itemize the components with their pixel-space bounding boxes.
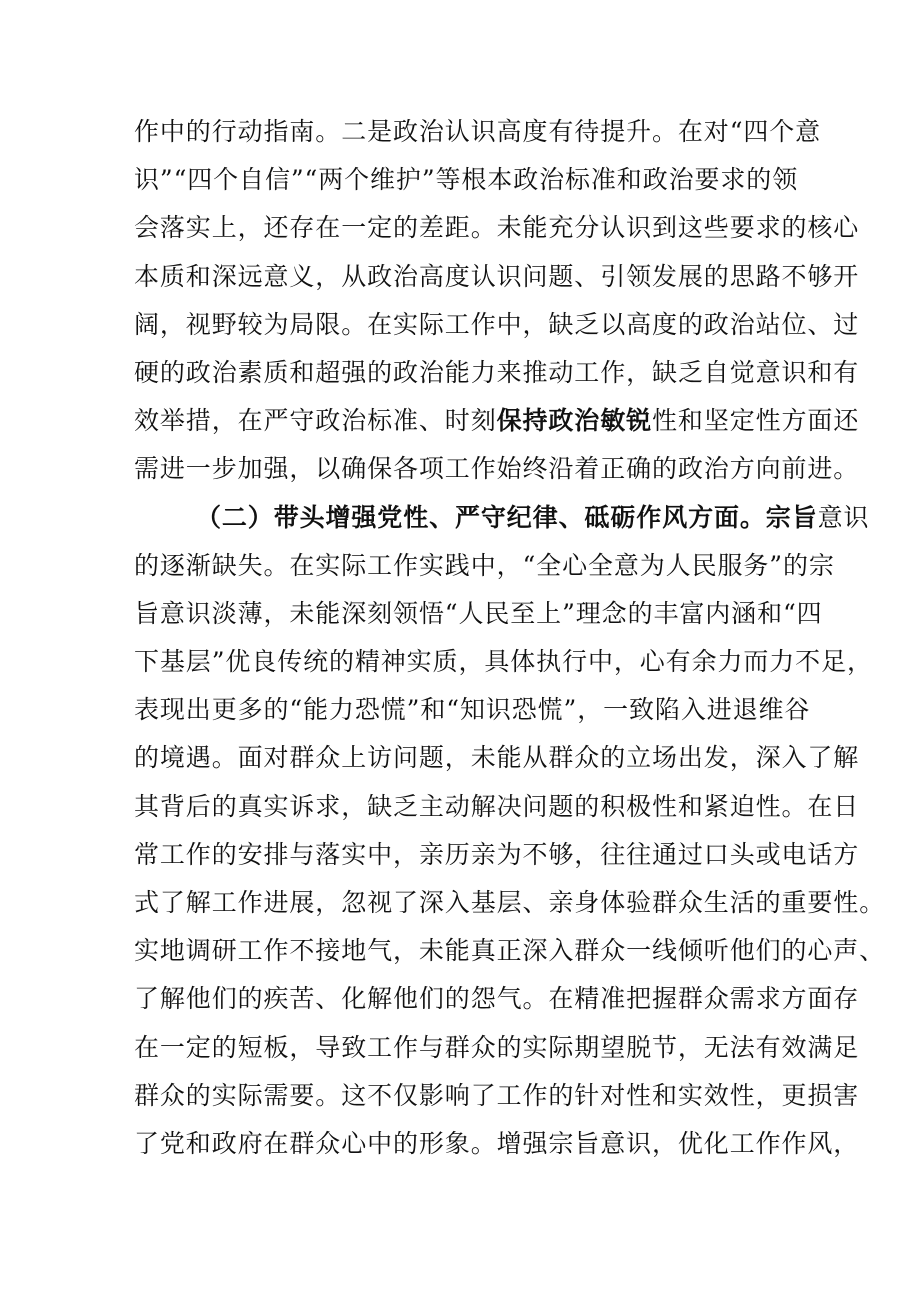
text-line: 的逐渐缺失。在实际工作实践中，“全心全意为人民服务”的宗 (134, 550, 835, 580)
text-line: 阔，视野较为局限。在实际工作中，缺乏以高度的政治站位、过 (134, 309, 860, 339)
text-line: 其背后的真实诉求，缺乏主动解决问题的积极性和紧迫性。在日 (134, 791, 860, 821)
text-line: 实地调研工作不接地气，未能真正深入群众一线倾听他们的心声、 (134, 936, 886, 966)
text-line: 表现出更多的“能力恐慌”和“知识恐慌”，一致陷入进退维谷 (134, 695, 811, 725)
text-line: 了党和政府在群众心中的形象。增强宗旨意识，优化工作作风， (134, 1128, 860, 1158)
text-line: 会落实上，还存在一定的差距。未能充分认识到这些要求的核心 (134, 213, 860, 243)
body-text (134, 108, 886, 1168)
text-line: 的境遇。面对群众上访问题，未能从群众的立场出发，深入了解 (134, 743, 860, 773)
text-line: 常工作的安排与落实中，亲历亲为不够，往往通过口头或电话方 (134, 839, 860, 869)
section-heading-line: （二）带头增强党性、严守纪律、砥砺作风方面。宗旨意识 (196, 502, 870, 532)
text-line: 效举措，在严守政治标准、时刻保持政治敏锐性和坚定性方面还 (134, 406, 860, 436)
text-line: 旨意识淡薄，未能深刻领悟“人民至上”理念的丰富内涵和“四 (134, 598, 823, 628)
text-line: 识”“四个自信”“两个维护”等根本政治标准和政治要求的领 (134, 165, 799, 195)
text-line: 硬的政治素质和超强的政治能力来推动工作，缺乏自觉意识和有 (134, 357, 860, 387)
text-line: 了解他们的疾苦、化解他们的怨气。在精准把握群众需求方面存 (134, 984, 860, 1014)
section-heading: （二）带头增强党性、严守纪律、砥砺作风方面。宗旨 (196, 502, 818, 532)
bold-phrase: 保持政治敏锐 (496, 406, 653, 436)
text-line: 作中的行动指南。二是政治认识高度有待提升。在对“四个意 (134, 117, 822, 146)
text-line: 下基层”优良传统的精神实质，具体执行中，心有余力而力不足， (134, 647, 873, 677)
text-line: 本质和深远意义，从政治高度认识问题、引领发展的思路不够开 (134, 261, 860, 291)
text-line: 在一定的短板，导致工作与群众的实际期望脱节，无法有效满足 (134, 1032, 860, 1062)
text-line: 群众的实际需要。这不仅影响了工作的针对性和实效性，更损害 (134, 1080, 860, 1110)
text-line: 式了解工作进展，忽视了深入基层、亲身体验群众生活的重要性。 (134, 888, 886, 917)
text-line: 需进一步加强，以确保各项工作始终沿着正确的政治方向前进。 (134, 454, 860, 484)
